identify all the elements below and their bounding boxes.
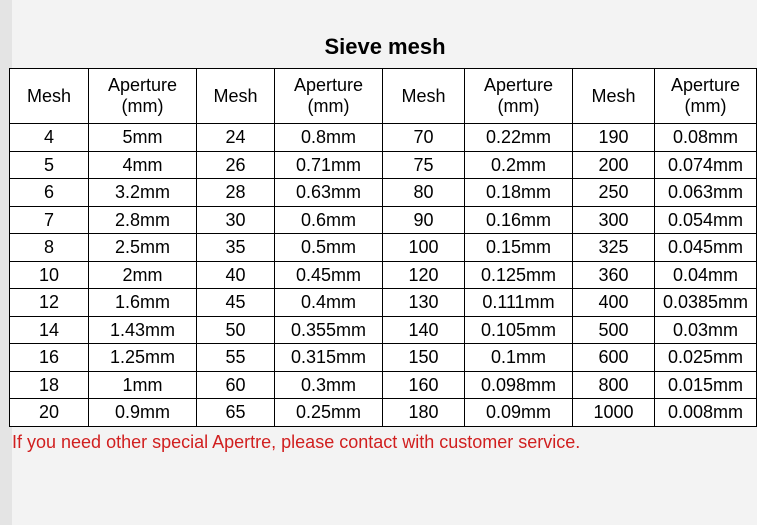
aperture-cell: 0.15mm xyxy=(465,234,573,262)
mesh-cell: 500 xyxy=(573,316,655,344)
mesh-cell: 45 xyxy=(197,289,275,317)
table-row xyxy=(10,289,757,317)
header-aperture-unit: (mm) xyxy=(121,96,164,116)
aperture-cell: 4mm xyxy=(89,151,197,179)
mesh-cell: 28 xyxy=(197,179,275,207)
aperture-cell: 0.045mm xyxy=(655,234,757,262)
mesh-cell: 600 xyxy=(573,344,655,372)
mesh-cell: 70 xyxy=(383,124,465,152)
mesh-cell: 300 xyxy=(573,206,655,234)
aperture-cell: 0.098mm xyxy=(465,371,573,399)
header-mesh xyxy=(197,69,275,124)
header-aperture xyxy=(89,69,197,124)
table-row xyxy=(10,371,757,399)
mesh-cell: 40 xyxy=(197,261,275,289)
mesh-cell: 100 xyxy=(383,234,465,262)
mesh-cell: 150 xyxy=(383,344,465,372)
header-aperture-unit: (mm) xyxy=(497,96,540,116)
aperture-cell: 0.111mm xyxy=(465,289,573,317)
mesh-cell: 24 xyxy=(197,124,275,152)
aperture-cell: 0.18mm xyxy=(465,179,573,207)
aperture-cell: 0.16mm xyxy=(465,206,573,234)
mesh-cell: 75 xyxy=(383,151,465,179)
header-mesh-label: Mesh xyxy=(401,85,446,106)
mesh-cell: 200 xyxy=(573,151,655,179)
aperture-cell: 1.25mm xyxy=(89,344,197,372)
aperture-cell: 0.4mm xyxy=(275,289,383,317)
contact-note: If you need other special Apertre, please contact with customer service. xyxy=(12,432,581,452)
table-row xyxy=(10,344,757,372)
mesh-cell: 1000 xyxy=(573,399,655,427)
aperture-cell: 2.5mm xyxy=(89,234,197,262)
aperture-cell: 1.6mm xyxy=(89,289,197,317)
aperture-cell: 0.71mm xyxy=(275,151,383,179)
mesh-cell: 130 xyxy=(383,289,465,317)
mesh-cell: 12 xyxy=(10,289,89,317)
header-mesh-label: Mesh xyxy=(591,85,636,106)
aperture-cell: 3.2mm xyxy=(89,179,197,207)
table-row xyxy=(10,261,757,289)
header-aperture-unit: (mm) xyxy=(307,96,350,116)
table-row xyxy=(10,179,757,207)
mesh-cell: 14 xyxy=(10,316,89,344)
table-body xyxy=(10,124,757,427)
aperture-cell: 0.9mm xyxy=(89,399,197,427)
aperture-cell: 0.015mm xyxy=(655,371,757,399)
table-row xyxy=(10,124,757,152)
aperture-cell: 2mm xyxy=(89,261,197,289)
header-mesh xyxy=(10,69,89,124)
table-row xyxy=(10,316,757,344)
header-aperture xyxy=(275,69,383,124)
mesh-cell: 400 xyxy=(573,289,655,317)
aperture-cell: 0.355mm xyxy=(275,316,383,344)
mesh-cell: 20 xyxy=(10,399,89,427)
table-header-row xyxy=(10,69,757,124)
mesh-cell: 140 xyxy=(383,316,465,344)
table-row xyxy=(10,151,757,179)
aperture-cell: 1.43mm xyxy=(89,316,197,344)
aperture-cell: 0.5mm xyxy=(275,234,383,262)
mesh-cell: 180 xyxy=(383,399,465,427)
header-mesh-label: Mesh xyxy=(26,85,71,106)
aperture-cell: 0.105mm xyxy=(465,316,573,344)
table-row xyxy=(10,206,757,234)
mesh-cell: 190 xyxy=(573,124,655,152)
mesh-cell: 60 xyxy=(197,371,275,399)
header-aperture-label: Aperture xyxy=(107,75,178,95)
header-aperture-label: Aperture xyxy=(293,75,364,95)
mesh-cell: 8 xyxy=(10,234,89,262)
aperture-cell: 0.315mm xyxy=(275,344,383,372)
sieve-mesh-table xyxy=(9,68,757,427)
aperture-cell: 0.063mm xyxy=(655,179,757,207)
page-title: Sieve mesh xyxy=(324,34,446,59)
aperture-cell: 0.008mm xyxy=(655,399,757,427)
mesh-cell: 80 xyxy=(383,179,465,207)
mesh-cell: 30 xyxy=(197,206,275,234)
header-mesh xyxy=(573,69,655,124)
aperture-cell: 0.04mm xyxy=(655,261,757,289)
aperture-cell: 0.054mm xyxy=(655,206,757,234)
mesh-cell: 26 xyxy=(197,151,275,179)
aperture-cell: 1mm xyxy=(89,371,197,399)
table-row xyxy=(10,234,757,262)
table-row xyxy=(10,399,757,427)
aperture-cell: 0.08mm xyxy=(655,124,757,152)
mesh-cell: 160 xyxy=(383,371,465,399)
mesh-cell: 18 xyxy=(10,371,89,399)
aperture-cell: 0.45mm xyxy=(275,261,383,289)
mesh-cell: 360 xyxy=(573,261,655,289)
aperture-cell: 0.1mm xyxy=(465,344,573,372)
mesh-cell: 7 xyxy=(10,206,89,234)
mesh-cell: 10 xyxy=(10,261,89,289)
aperture-cell: 0.0385mm xyxy=(655,289,757,317)
aperture-cell: 0.2mm xyxy=(465,151,573,179)
aperture-cell: 0.025mm xyxy=(655,344,757,372)
mesh-cell: 4 xyxy=(10,124,89,152)
aperture-cell: 0.22mm xyxy=(465,124,573,152)
aperture-cell: 0.074mm xyxy=(655,151,757,179)
mesh-cell: 250 xyxy=(573,179,655,207)
aperture-cell: 0.6mm xyxy=(275,206,383,234)
header-aperture xyxy=(465,69,573,124)
header-mesh xyxy=(383,69,465,124)
aperture-cell: 0.63mm xyxy=(275,179,383,207)
aperture-cell: 5mm xyxy=(89,124,197,152)
mesh-cell: 325 xyxy=(573,234,655,262)
aperture-cell: 0.3mm xyxy=(275,371,383,399)
mesh-cell: 65 xyxy=(197,399,275,427)
aperture-cell: 0.125mm xyxy=(465,261,573,289)
mesh-cell: 50 xyxy=(197,316,275,344)
header-aperture-label: Aperture xyxy=(670,75,741,95)
mesh-cell: 90 xyxy=(383,206,465,234)
aperture-cell: 0.25mm xyxy=(275,399,383,427)
mesh-cell: 35 xyxy=(197,234,275,262)
header-mesh-label: Mesh xyxy=(213,85,258,106)
mesh-cell: 55 xyxy=(197,344,275,372)
mesh-cell: 5 xyxy=(10,151,89,179)
header-aperture-label: Aperture xyxy=(483,75,554,95)
aperture-cell: 0.8mm xyxy=(275,124,383,152)
header-aperture-unit: (mm) xyxy=(684,96,727,116)
header-aperture xyxy=(655,69,757,124)
mesh-cell: 16 xyxy=(10,344,89,372)
mesh-cell: 800 xyxy=(573,371,655,399)
aperture-cell: 0.09mm xyxy=(465,399,573,427)
aperture-cell: 0.03mm xyxy=(655,316,757,344)
mesh-cell: 6 xyxy=(10,179,89,207)
mesh-cell: 120 xyxy=(383,261,465,289)
aperture-cell: 2.8mm xyxy=(89,206,197,234)
